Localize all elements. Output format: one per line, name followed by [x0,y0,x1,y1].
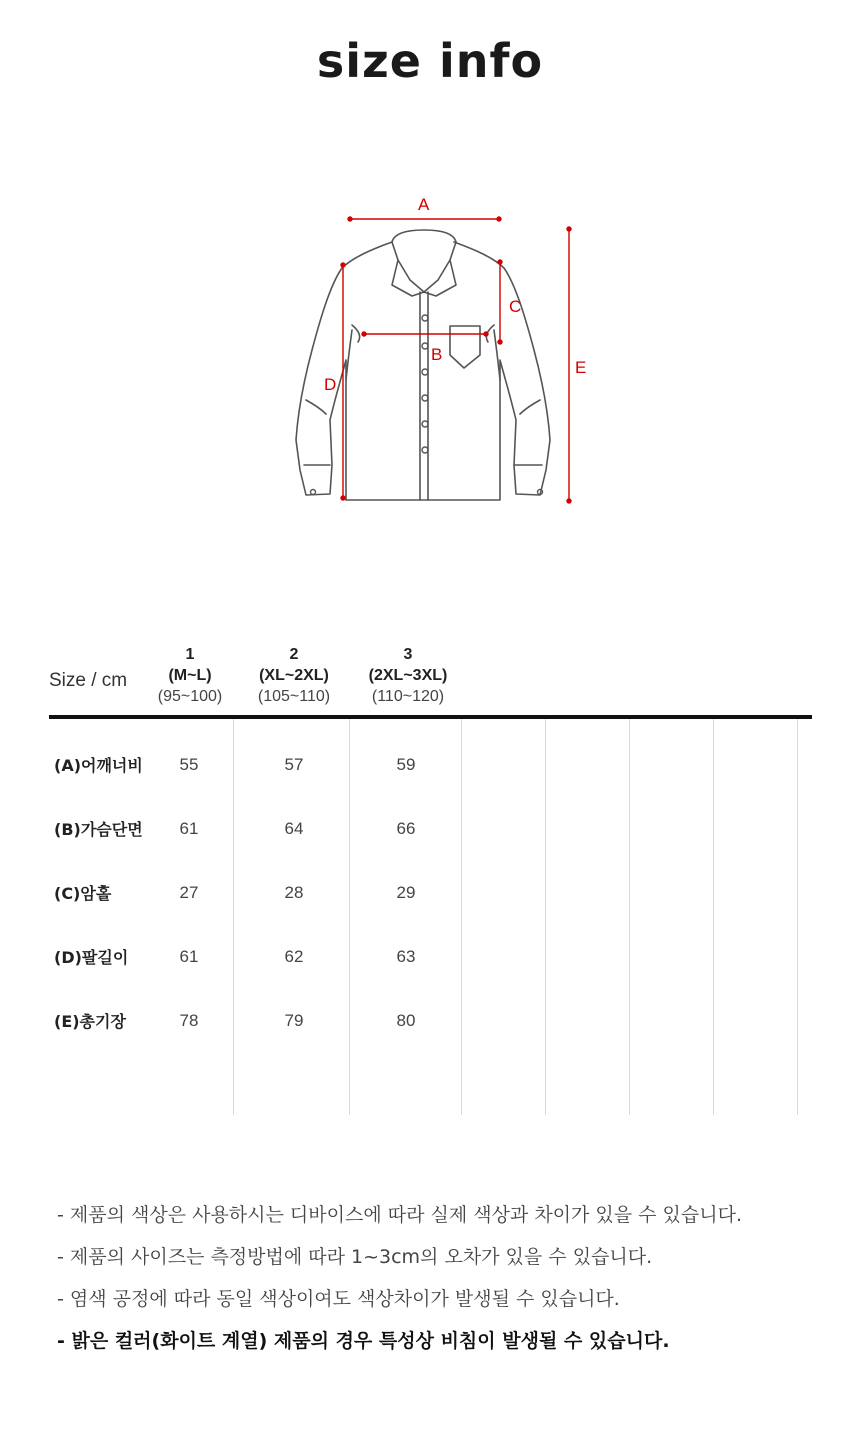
cell-value: 63 [396,947,416,966]
size-range: (XL~2XL) [259,667,329,684]
size-chest-range: (110~120) [371,688,445,705]
cell-value: 59 [396,755,416,774]
size-number: 3 [403,646,413,663]
cell-value: 61 [179,819,199,838]
cell-value: 62 [284,947,304,966]
cell-value: 28 [284,883,304,902]
size-column-2 [244,644,344,707]
page-title: size info [316,34,544,88]
size-table-body [49,719,812,1115]
note-size-tolerance: - 제품의 사이즈는 측정방법에 따라 1~3cm의 오차가 있을 수 있습니다. [57,1246,653,1268]
row-label: (C)암홀 [54,884,112,903]
size-column-3 [353,644,463,707]
cell-value: 27 [179,883,199,902]
row-label: (D)팔길이 [54,948,129,967]
label-b: B [431,345,443,364]
table-row [49,753,812,783]
cell-value: 57 [284,755,304,774]
row-label: (A)어깨너비 [54,756,143,775]
table-row [49,1009,812,1039]
label-a: A [418,195,430,214]
size-unit-label: Size / cm [49,670,128,691]
size-column-1 [145,644,235,707]
cell-value: 78 [179,1011,199,1030]
cell-value: 64 [284,819,304,838]
label-c: C [509,297,522,316]
size-chest-range: (95~100) [157,688,223,705]
size-number: 2 [289,646,299,663]
product-notes [57,1200,837,1368]
cell-value: 80 [396,1011,416,1030]
size-chest-range: (105~110) [257,688,331,705]
cell-value: 55 [179,755,199,774]
size-table-header [49,630,812,716]
label-e: E [575,358,587,377]
size-table [49,630,812,1031]
shirt-illustration [296,230,550,500]
table-row [49,881,812,911]
note-dye-variation: - 염색 공정에 따라 동일 색상이여도 색상차이가 발생될 수 있습니다. [57,1288,620,1310]
cell-value: 61 [179,947,199,966]
label-d: D [324,375,337,394]
note-see-through-warning: - 밝은 컬러(화이트 계열) 제품의 경우 특성상 비침이 발생될 수 있습니다. [57,1330,670,1352]
cell-value: 29 [396,883,416,902]
size-range: (M~L) [168,667,212,684]
shirt-measurement-diagram [0,0,860,560]
table-row [49,945,812,975]
cell-value: 79 [284,1011,304,1030]
row-label: (E)총기장 [54,1012,126,1031]
size-number: 1 [185,646,195,663]
size-range: (2XL~3XL) [368,667,448,684]
row-label: (B)가슴단면 [54,820,143,839]
cell-value: 66 [396,819,416,838]
note-color-difference: - 제품의 색상은 사용하시는 디바이스에 따라 실제 색상과 차이가 있을 수 있습니다. [57,1204,743,1226]
table-row [49,817,812,847]
